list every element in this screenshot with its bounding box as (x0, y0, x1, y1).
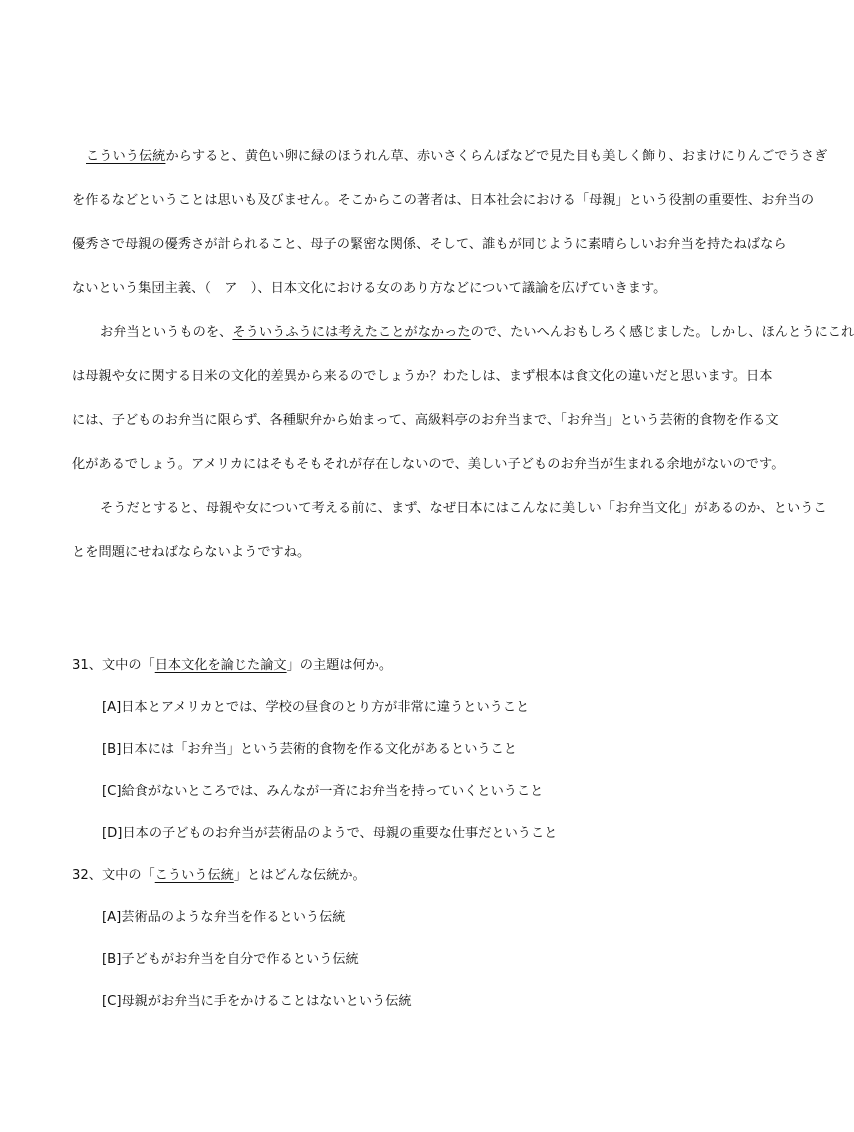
passage-text: からすると、黄色い卵に緑のほうれん草、赤いさくらんぼなどで見た目も美しく飾り、おまけにりんごでうさぎ (165, 149, 828, 164)
passage-line: には、子どものお弁当に限らず、各種駅弁から始まって、高級料亭のお弁当まで、「お弁当」という芸術的食物を作る文 (72, 413, 779, 428)
underlined-phrase: こういう伝統 (154, 868, 234, 883)
answer-option: [C]母親がお弁当に手をかけることはないという伝統 (102, 994, 412, 1009)
answer-option: [B]日本には「お弁当」という芸術的食物を作る文化があるということ (102, 742, 517, 757)
underlined-phrase: こういう伝統 (86, 149, 166, 164)
passage-line: とを問題にせねばならないようですね。 (72, 545, 311, 560)
passage-line: 化があるでしょう。アメリカにはそもそもそれが存在しないので、美しい子どものお弁当が生まれる余地がないのです。 (72, 457, 785, 472)
question-prefix: 32、文中の「 (72, 868, 155, 883)
answer-option: [B]子どもがお弁当を自分で作るという伝統 (102, 952, 359, 967)
question-suffix: 」の主題は何か。 (286, 658, 393, 673)
passage-line (100, 321, 854, 340)
passage-line: は母親や女に関する日米の文化的差異から来るのでしょうか？わたしは、まず根本は食文化の違いだと思います。日本 (72, 369, 773, 384)
underlined-phrase: そういうふうには考えたことがなかった (232, 325, 471, 340)
underlined-phrase: 日本文化を論じた論文 (154, 658, 287, 673)
passage-line: を作るなどということは思いも及びません。そこからこの著者は、日本社会における「母親」という役割の重要性、お弁当の (72, 193, 815, 208)
passage-line: 優秀さで母親の優秀さが計られること、母子の緊密な関係、そして、誰もが同じように素晴らしいお弁当を持たねばなら (72, 237, 787, 252)
answer-option: [A]芸術品のような弁当を作るという伝統 (102, 910, 346, 925)
question-prefix: 31、文中の「 (72, 658, 155, 673)
passage-line (86, 145, 827, 164)
question-suffix: 」とはどんな伝統か。 (233, 868, 366, 883)
question-31 (72, 654, 392, 673)
passage-text: お弁当というものを、 (100, 325, 233, 340)
answer-option: [A]日本とアメリカとでは、学校の昼食のとり方が非常に違うということ (102, 700, 530, 715)
answer-option: [C]給食がないところでは、みんなが一斉にお弁当を持っていくということ (102, 784, 544, 799)
answer-option: [D]日本の子どものお弁当が芸術品のようで、母親の重要な仕事だということ (102, 826, 558, 841)
passage-line: そうだとすると、母親や女について考える前に、まず、なぜ日本にはこんなに美しい「お弁当文化」があるのか、というこ (100, 501, 827, 516)
passage-line: ないという集団主義、（ ア ）、日本文化における女のあり方などについて議論を広げていきます。 (72, 281, 667, 296)
question-32 (72, 864, 366, 883)
passage-text: ので、たいへんおもしろく感じました。しかし、ほんとうにこれ (470, 325, 854, 340)
